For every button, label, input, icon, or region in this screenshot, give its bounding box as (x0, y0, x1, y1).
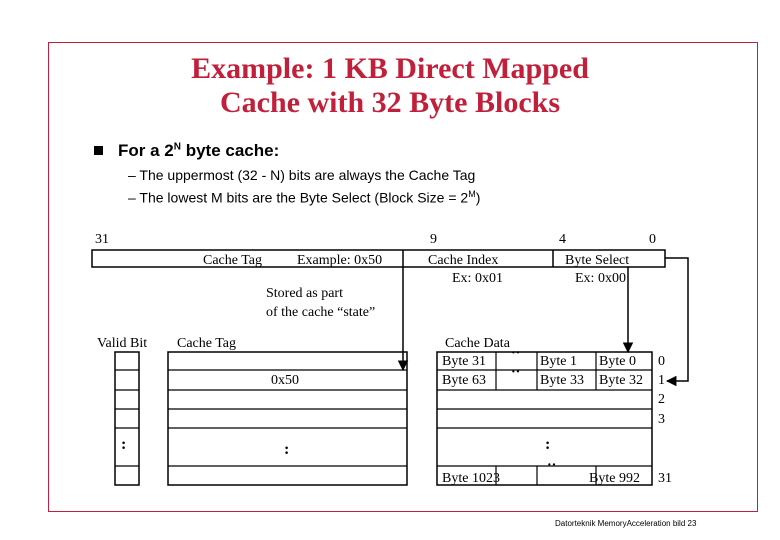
tag-value: 0x50 (271, 373, 299, 388)
cache-index-label: Cache Index (428, 253, 499, 268)
cache-data-label: Cache Data (445, 336, 510, 351)
last-byte992: Byte 992 (589, 471, 640, 486)
stored-note-line2: of the cache “state” (266, 305, 376, 320)
bit-31-label: 31 (95, 232, 109, 247)
row1-byte33: Byte 33 (540, 373, 584, 388)
sub-bullet-2-sup: M (468, 189, 476, 199)
valid-bit-label: Valid Bit (97, 336, 148, 351)
tag-column (168, 352, 407, 485)
row0-byte1: Byte 1 (540, 354, 577, 369)
data-colon: : (545, 436, 551, 453)
row-index-31: 31 (658, 471, 672, 486)
sub-bullet-1: – The uppermost (32 - N) bits are always the Cache Tag (128, 167, 476, 183)
address-tag-example: Example: 0x50 (297, 253, 383, 268)
row-index-0: 0 (658, 354, 665, 369)
cache-tag-column-label: Cache Tag (177, 336, 237, 351)
data-column (437, 352, 652, 485)
slide-title-line2: Cache with 32 Byte Blocks (220, 86, 560, 119)
row-index-1: 1 (658, 373, 665, 388)
sub-bullet-2-end: ) (475, 189, 481, 206)
valid-bit-column (115, 352, 139, 485)
valid-colon: : (121, 436, 127, 453)
row0-byte31: Byte 31 (442, 354, 486, 369)
byte-select-example: Ex: 0x00 (575, 271, 626, 286)
row-index-3: 3 (658, 412, 665, 427)
bullet-suffix: byte cache: (180, 141, 280, 160)
ellipsis-dots-row1: ·· (511, 365, 521, 380)
row-index-2: 2 (658, 392, 665, 407)
bullet-sup: N (173, 141, 181, 153)
row1-byte63: Byte 63 (442, 373, 486, 388)
last-byte1023: Byte 1023 (442, 471, 500, 486)
address-tag-label: Cache Tag (203, 253, 263, 268)
sub-bullet-2-text: – The lowest M bits are the Byte Select (Block Size = 2 (128, 189, 469, 206)
bit-4-label: 4 (559, 232, 566, 247)
row1-byte32: Byte 32 (599, 373, 643, 388)
bit-9-label: 9 (430, 232, 437, 247)
bit-0-label: 0 (649, 232, 656, 247)
stored-note-line1: Stored as part (266, 286, 343, 301)
bullet-prefix: For a 2 (118, 141, 174, 160)
row0-byte0: Byte 0 (599, 354, 636, 369)
cache-index-example: Ex: 0x01 (452, 271, 503, 286)
byte-select-label: Byte Select (565, 253, 630, 268)
tag-colon: : (284, 441, 290, 458)
ellipsis-dots-row0: ·· (511, 346, 521, 361)
index-arrow (665, 258, 688, 381)
ellipsis-dots-last: ·· (547, 458, 557, 473)
footer-text: Datorteknik MemoryAcceleration bild 23 (555, 519, 697, 528)
slide-title-line1: Example: 1 KB Direct Mapped (191, 52, 589, 85)
